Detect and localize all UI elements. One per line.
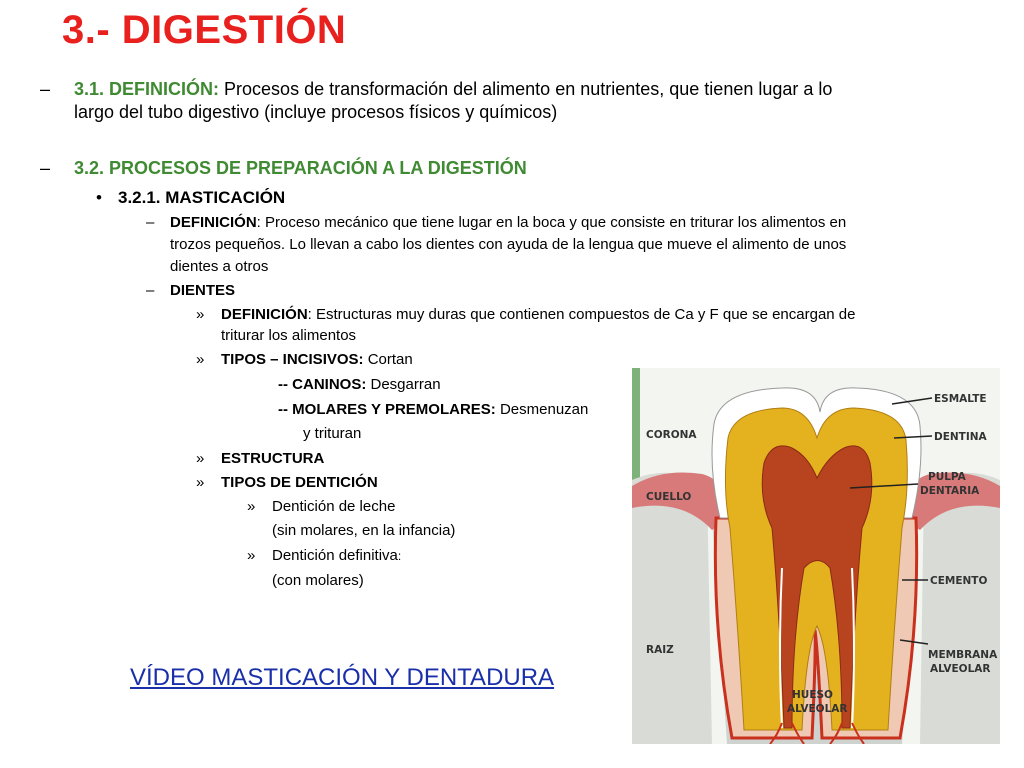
dentition-types-item: TIPOS DE DENTICIÓN <box>221 474 378 491</box>
video-link[interactable]: VÍDEO MASTICACIÓN Y DENTADURA <box>130 664 555 691</box>
chevron-marker: » <box>196 474 205 491</box>
mastication-heading: 3.2.1. MASTICACIÓN <box>118 188 286 207</box>
mastication-definition-line3: dientes a otros <box>170 258 269 275</box>
chevron-marker: » <box>247 547 256 564</box>
teeth-types-incisors <box>221 351 413 369</box>
dash-marker: – <box>146 282 155 299</box>
molars-text-line2: y trituran <box>303 425 362 442</box>
incisors-label: TIPOS – INCISIVOS: <box>221 351 364 368</box>
teeth-types-canines <box>278 376 441 394</box>
definition-text: Procesos de transformación del alimento en nutrientes, que tienen lugar a lo <box>219 79 833 99</box>
milk-dentition-note: (sin molares, en la infancia) <box>272 522 456 539</box>
label-dentina: DENTINA <box>934 431 987 443</box>
dash-marker: – <box>40 158 51 178</box>
label-esmalte: ESMALTE <box>934 393 987 405</box>
label-dentaria: DENTARIA <box>920 485 980 497</box>
label-cuello: CUELLO <box>646 491 692 503</box>
chevron-marker: » <box>196 306 205 323</box>
mastication-definition-label: DEFINICIÓN <box>170 214 257 231</box>
teeth-types-molars <box>278 401 588 419</box>
permanent-dentition-colon: : <box>397 549 402 563</box>
mastication-definition-line2: trozos pequeños. Lo llevan a cabo los dientes con ayuda de la lengua que mueve el alimento de unos <box>170 236 847 253</box>
label-cemento: CEMENTO <box>930 575 988 587</box>
slide-title: 3.- DIGESTIÓN <box>62 8 347 52</box>
milk-dentition: Dentición de leche <box>272 498 396 515</box>
dash-marker: – <box>40 79 51 99</box>
mastication-definition <box>170 214 846 232</box>
label-membrana-alveolar: ALVEOLAR <box>930 663 991 675</box>
tooth-diagram-svg <box>632 368 1000 744</box>
definition-item <box>74 79 934 101</box>
definition-text-line2: largo del tubo digestivo (incluye procesos físicos y químicos) <box>74 102 558 122</box>
chevron-marker: » <box>196 351 205 368</box>
teeth-definition-label: DEFINICIÓN <box>221 306 308 323</box>
teeth-definition <box>221 306 855 324</box>
mastication-definition-text: : Proceso mecánico que tiene lugar en la boca y que consiste en triturar los alimentos en <box>256 214 847 231</box>
bullet-marker: • <box>96 188 102 207</box>
label-membrana: MEMBRANA <box>928 649 998 661</box>
tooth-diagram <box>632 368 1000 744</box>
definition-label: 3.1. DEFINICIÓN: <box>74 79 220 99</box>
permanent-dentition <box>272 547 401 565</box>
chevron-marker: » <box>247 498 256 515</box>
preparation-heading: 3.2. PROCESOS DE PREPARACIÓN A LA DIGESTIÓN <box>74 158 527 178</box>
teeth-definition-line2: triturar los alimentos <box>221 327 357 344</box>
teeth-definition-text: : Estructuras muy duras que contienen compuestos de Ca y F que se encargan de <box>307 306 856 323</box>
canines-text: Desgarran <box>366 376 441 393</box>
label-hueso-alveolar: ALVEOLAR <box>787 703 848 715</box>
permanent-dentition-label: Dentición definitiva <box>272 547 398 564</box>
label-corona: CORONA <box>646 429 697 441</box>
label-raiz: RAIZ <box>646 644 674 656</box>
dash-marker: – <box>146 214 155 231</box>
teeth-heading: DIENTES <box>170 282 236 299</box>
structure-item: ESTRUCTURA <box>221 450 325 467</box>
molars-label: -- MOLARES Y PREMOLARES: <box>278 401 496 418</box>
label-hueso: HUESO <box>792 689 833 701</box>
chevron-marker: » <box>196 450 205 467</box>
molars-text: Desmenuzan <box>495 401 589 418</box>
incisors-text: Cortan <box>363 351 413 368</box>
label-pulpa: PULPA <box>928 471 966 483</box>
permanent-dentition-note: (con molares) <box>272 572 364 589</box>
canines-label: -- CANINOS: <box>278 376 367 393</box>
